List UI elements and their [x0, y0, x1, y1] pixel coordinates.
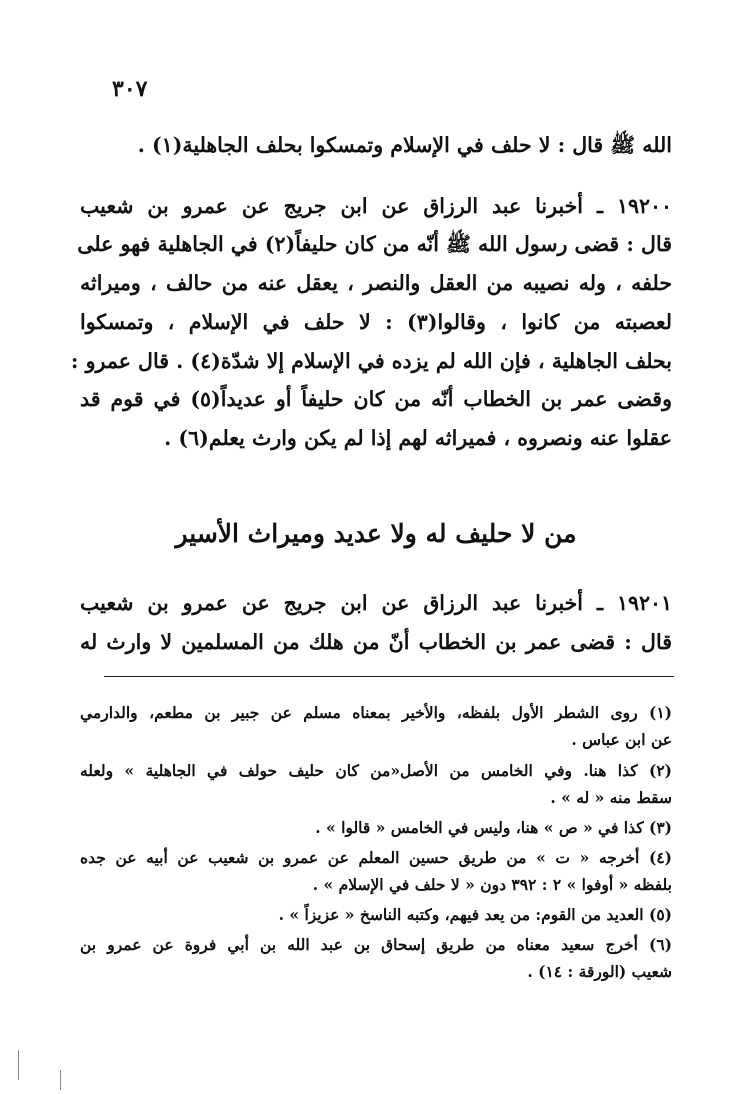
paragraph-line: بحلف الجاهلية ، فإن الله لم يزده في الإسلام إلا شدّة(٤) . قال عمرو : [70, 349, 672, 373]
section-title: من لا حليف له ولا عديد وميراث الأسير [175, 519, 577, 548]
footnote-line: (٤) أخرجه « ت » من طريق حسين المعلم عن عمرو بن شعيب عن أبيه عن جده [80, 848, 672, 867]
page-number: ٣٠٧ [112, 76, 148, 102]
scan-artifact [18, 1050, 19, 1080]
scan-artifact [60, 1070, 61, 1090]
footnote-line: (٣) كذا في « ص » هنا، وليس في الخامس « قالوا » . [315, 818, 672, 837]
footnote-line: (٦) أخرج سعيد معناه من طريق إسحاق بن عبد الله بن أبي فروة عن عمرو بن [80, 935, 672, 954]
paragraph-line: حلفه ، وله نصيبه من العقل والنصر ، يعقل عنه من حالف ، وميراثه [80, 271, 672, 295]
paragraph-line: قال : قضى عمر بن الخطاب أنّ من هلك من المسلمين لا وارث له [80, 630, 672, 654]
paragraph-line: وقضى عمر بن الخطاب أنّه من كان حليفاً أو عديداً(٥) في قوم قد [80, 387, 672, 411]
footnote-line: بلفظه « أوفوا » ٢ : ٣٩٢ دون « لا حلف في الإسلام » . [312, 875, 672, 894]
paragraph-line: لعصبته من كانوا ، وقالوا(٣) : لا حلف في الإسلام ، وتمسكوا [80, 310, 672, 334]
footnote-line: شعيب (الورقة : ١٤) . [527, 962, 672, 981]
footnote-line: (٢) كذا هنا. وفي الخامس من الأصل«من كان حليف حولف في الجاهلية » ولعله [80, 761, 672, 780]
continuation-line: الله ﷺ قال : لا حلف في الإسلام وتمسكوا بحلف الجاهلية(١) . [137, 133, 672, 157]
footnote-separator [104, 676, 674, 677]
footnote-line: سقط منه « له » . [550, 788, 672, 807]
paragraph-line: قال : قضى رسول الله ﷺ أنّه من كان حليفاً(٢) في الجاهلية فهو على [77, 232, 672, 256]
footnote-line: عن ابن عباس . [571, 730, 672, 749]
paragraph-line: ١٩٢٠١ ـ أخبرنا عبد الرزاق عن ابن جريج عن عمرو بن شعيب [80, 591, 672, 615]
footnote-line: (٥) العديد من القوم: من يعد فيهم، وكتبه الناسخ « عزيزاً » . [278, 905, 672, 924]
footnote-line: (١) روى الشطر الأول بلفظه، والأخير بمعناه مسلم عن جبير بن مطعم، والدارمي [80, 703, 672, 722]
paragraph-line: ١٩٢٠٠ ـ أخبرنا عبد الرزاق عن ابن جريج عن عمرو بن شعيب [80, 194, 672, 218]
paragraph-line: عقلوا عنه ونصروه ، فميراثه لهم إذا لم يكن وارث يعلم(٦) . [164, 426, 672, 450]
